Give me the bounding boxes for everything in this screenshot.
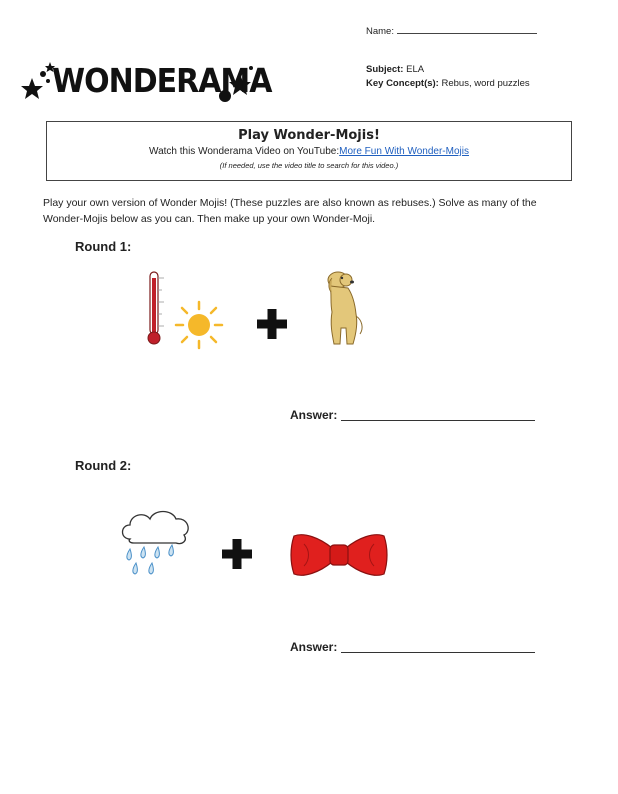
search-note: (If needed, use the video title to search for this video.) bbox=[219, 161, 399, 170]
dog-icon bbox=[322, 268, 368, 350]
answer-1-label: Answer: bbox=[290, 408, 338, 422]
bow-tie-icon bbox=[290, 530, 388, 580]
subject-row bbox=[366, 64, 424, 75]
instruction-text: Watch this Wonderama Video on YouTube: bbox=[149, 146, 340, 157]
round-2-label: Round 2: bbox=[75, 458, 132, 473]
rain-cloud-icon bbox=[116, 505, 196, 581]
title-box bbox=[46, 121, 572, 181]
answer-2 bbox=[290, 640, 337, 654]
subject-value: ELA bbox=[406, 64, 425, 75]
sun-icon bbox=[174, 300, 224, 350]
answer-2-label: Answer: bbox=[290, 640, 338, 654]
concepts-value: Rebus, word puzzles bbox=[441, 78, 530, 89]
intro-paragraph bbox=[43, 195, 537, 227]
answer-1 bbox=[290, 408, 337, 422]
plus-icon bbox=[220, 537, 254, 571]
concepts-label: Key Concept(s): bbox=[366, 78, 439, 89]
concepts-row bbox=[366, 78, 530, 89]
video-link[interactable]: More Fun With Wonder-Mojis bbox=[339, 146, 469, 157]
plus-icon bbox=[255, 307, 289, 341]
wonderama-logo bbox=[18, 56, 272, 106]
page-title: Play Wonder-Mojis! bbox=[238, 128, 380, 143]
answer-1-line[interactable] bbox=[341, 420, 535, 421]
intro-line-2: Wonder-Mojis below as you can. Then make up your own Wonder-Moji. bbox=[43, 213, 376, 225]
answer-2-line[interactable] bbox=[341, 652, 535, 653]
video-instruction bbox=[47, 146, 571, 157]
round-1-label: Round 1: bbox=[75, 239, 132, 254]
subject-label: Subject: bbox=[366, 64, 404, 75]
logo-text: WONDERAMA bbox=[52, 62, 272, 101]
intro-line-1: Play your own version of Wonder Mojis! (These puzzles are also known as rebuses.) Solve as many of the bbox=[43, 197, 537, 209]
name-line[interactable] bbox=[397, 33, 537, 34]
name-label: Name: bbox=[366, 26, 394, 37]
name-field[interactable] bbox=[366, 26, 537, 37]
